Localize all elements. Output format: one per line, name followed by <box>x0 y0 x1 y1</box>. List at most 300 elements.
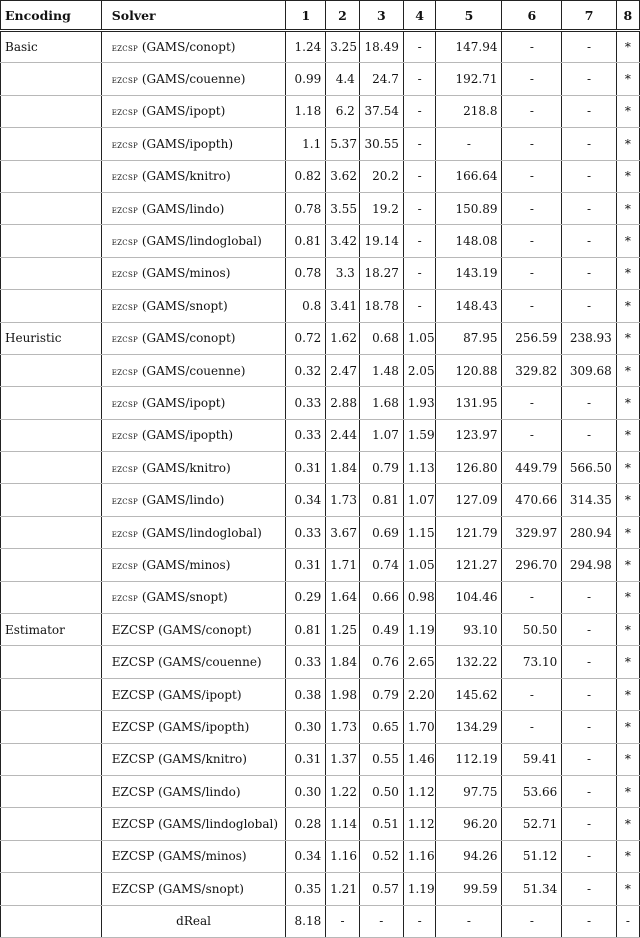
cell-value-1: 0.82 <box>286 160 326 192</box>
cell-value-8: * <box>616 614 639 646</box>
cell-value-2: 2.88 <box>326 387 360 419</box>
cell-value-2: 3.25 <box>326 31 360 63</box>
cell-value-6: 296.70 <box>502 549 562 581</box>
cell-solver <box>101 128 286 160</box>
cell-value-7: - <box>562 257 617 289</box>
cell-solver <box>101 31 286 63</box>
cell-value-1: 1.18 <box>286 95 326 127</box>
cell-value-5: 143.19 <box>436 257 502 289</box>
cell-value-5: 126.80 <box>436 452 502 484</box>
cell-value-2: 3.55 <box>326 192 360 224</box>
table-row <box>1 322 640 354</box>
cell-value-8: * <box>616 160 639 192</box>
cell-encoding <box>1 581 102 613</box>
cell-value-8: * <box>616 63 639 95</box>
cell-value-5: 192.71 <box>436 63 502 95</box>
cell-value-3: 0.69 <box>359 516 403 548</box>
solver-backend: (GAMS/knitro) <box>138 460 231 475</box>
table-row <box>1 581 640 613</box>
cell-value-4: 1.05 <box>403 549 436 581</box>
cell-value-4: - <box>403 128 436 160</box>
cell-value-1: 0.33 <box>286 419 326 451</box>
cell-encoding <box>1 387 102 419</box>
header-col-2: 2 <box>326 1 360 31</box>
header-encoding: Encoding <box>1 1 102 31</box>
cell-value-8: * <box>616 549 639 581</box>
cell-value-1: 0.78 <box>286 257 326 289</box>
cell-encoding <box>1 225 102 257</box>
cell-value-3: 0.50 <box>359 775 403 807</box>
cell-value-1: 0.31 <box>286 743 326 775</box>
cell-value-8: * <box>616 678 639 710</box>
cell-value-1: 0.30 <box>286 711 326 743</box>
cell-value-2: 3.62 <box>326 160 360 192</box>
cell-value-8: * <box>616 581 639 613</box>
solver-name: ezcsp <box>111 333 139 346</box>
cell-value-7: - <box>562 905 617 937</box>
cell-value-3: 0.52 <box>359 840 403 872</box>
cell-value-5: 127.09 <box>436 484 502 516</box>
cell-value-5: 121.27 <box>436 549 502 581</box>
cell-value-5: - <box>436 905 502 937</box>
cell-value-6: 52.71 <box>502 808 562 840</box>
cell-value-4: 1.70 <box>403 711 436 743</box>
cell-value-4: 1.16 <box>403 840 436 872</box>
cell-value-1: 0.81 <box>286 614 326 646</box>
cell-value-5: 132.22 <box>436 646 502 678</box>
cell-encoding <box>1 354 102 386</box>
cell-value-6: - <box>502 63 562 95</box>
cell-value-8: * <box>616 354 639 386</box>
cell-value-2: 1.22 <box>326 775 360 807</box>
table-row <box>1 387 640 419</box>
cell-value-6: - <box>502 160 562 192</box>
cell-value-4: 1.15 <box>403 516 436 548</box>
solver-name: EZCSP <box>111 719 155 734</box>
cell-value-6: - <box>502 678 562 710</box>
cell-value-2: 1.64 <box>326 581 360 613</box>
cell-value-7: - <box>562 225 617 257</box>
cell-solver <box>101 257 286 289</box>
solver-name: ezcsp <box>111 171 139 184</box>
solver-name: ezcsp <box>111 397 139 410</box>
cell-value-4: - <box>403 290 436 322</box>
table-row <box>1 808 640 840</box>
table-row <box>1 711 640 743</box>
header-col-1: 1 <box>286 1 326 31</box>
cell-value-8: * <box>616 646 639 678</box>
table-row <box>1 63 640 95</box>
cell-value-2: 5.37 <box>326 128 360 160</box>
cell-value-7: 566.50 <box>562 452 617 484</box>
solver-name: ezcsp <box>111 527 139 540</box>
solver-backend: (GAMS/ipopt) <box>138 395 226 410</box>
cell-value-5: 97.75 <box>436 775 502 807</box>
cell-encoding: Basic <box>1 31 102 63</box>
cell-value-1: 0.30 <box>286 775 326 807</box>
cell-encoding <box>1 257 102 289</box>
cell-encoding <box>1 290 102 322</box>
cell-value-2: 6.2 <box>326 95 360 127</box>
cell-value-8: * <box>616 775 639 807</box>
cell-value-4: - <box>403 63 436 95</box>
cell-encoding <box>1 516 102 548</box>
cell-value-8: * <box>616 192 639 224</box>
cell-value-2: 2.44 <box>326 419 360 451</box>
cell-value-8: * <box>616 711 639 743</box>
cell-value-3: 0.55 <box>359 743 403 775</box>
cell-encoding <box>1 128 102 160</box>
cell-value-5: 150.89 <box>436 192 502 224</box>
cell-value-1: 1.24 <box>286 31 326 63</box>
cell-value-3: 30.55 <box>359 128 403 160</box>
cell-value-5: 145.62 <box>436 678 502 710</box>
cell-value-2: 3.42 <box>326 225 360 257</box>
cell-value-4: 1.19 <box>403 614 436 646</box>
cell-solver <box>101 387 286 419</box>
solver-backend: (GAMS/ipopth) <box>138 136 234 151</box>
table-row <box>1 128 640 160</box>
cell-value-8: * <box>616 419 639 451</box>
table-row <box>1 419 640 451</box>
cell-value-1: 0.35 <box>286 873 326 905</box>
cell-value-7: - <box>562 63 617 95</box>
cell-value-7: - <box>562 31 617 63</box>
cell-value-6: - <box>502 31 562 63</box>
cell-value-3: 18.49 <box>359 31 403 63</box>
cell-solver <box>101 808 286 840</box>
solver-name: EZCSP <box>111 655 155 670</box>
cell-value-1: 0.99 <box>286 63 326 95</box>
solver-backend: (GAMS/conopt) <box>154 622 252 637</box>
solver-name: ezcsp <box>111 42 139 55</box>
cell-solver <box>101 905 286 937</box>
cell-value-6: 50.50 <box>502 614 562 646</box>
cell-value-7: - <box>562 160 617 192</box>
cell-value-4: 1.93 <box>403 387 436 419</box>
cell-value-3: 0.51 <box>359 808 403 840</box>
cell-value-3: 0.74 <box>359 549 403 581</box>
solver-backend: (GAMS/ipopt) <box>154 687 242 702</box>
cell-value-4: - <box>403 192 436 224</box>
cell-solver <box>101 484 286 516</box>
cell-value-4: - <box>403 95 436 127</box>
solver-name: ezcsp <box>111 106 139 119</box>
cell-value-3: 0.79 <box>359 452 403 484</box>
cell-value-1: 0.33 <box>286 646 326 678</box>
cell-value-6: - <box>502 711 562 743</box>
cell-value-8: * <box>616 387 639 419</box>
cell-solver <box>101 549 286 581</box>
cell-value-6: - <box>502 225 562 257</box>
header-col-8: 8 <box>616 1 639 31</box>
cell-encoding <box>1 549 102 581</box>
solver-name: EZCSP <box>111 687 155 702</box>
cell-value-6: - <box>502 257 562 289</box>
cell-solver <box>101 678 286 710</box>
solver-name: dReal <box>176 914 211 929</box>
cell-value-8: * <box>616 322 639 354</box>
solver-name: ezcsp <box>111 495 139 508</box>
cell-value-8: * <box>616 95 639 127</box>
cell-value-1: 0.33 <box>286 387 326 419</box>
cell-value-7: - <box>562 387 617 419</box>
solver-name: EZCSP <box>111 752 155 767</box>
solver-backend: (GAMS/lindo) <box>138 201 225 216</box>
cell-solver <box>101 581 286 613</box>
cell-value-6: 73.10 <box>502 646 562 678</box>
cell-encoding: Heuristic <box>1 322 102 354</box>
header-col-6: 6 <box>502 1 562 31</box>
cell-value-6: - <box>502 192 562 224</box>
cell-value-3: - <box>359 905 403 937</box>
cell-value-1: 0.81 <box>286 225 326 257</box>
cell-value-7: 314.35 <box>562 484 617 516</box>
cell-value-1: 1.1 <box>286 128 326 160</box>
cell-encoding <box>1 873 102 905</box>
cell-value-1: 0.32 <box>286 354 326 386</box>
cell-encoding: Estimator <box>1 614 102 646</box>
table-row <box>1 614 640 646</box>
solver-backend: (GAMS/lindoglobal) <box>154 817 279 832</box>
cell-value-3: 0.79 <box>359 678 403 710</box>
solver-name: ezcsp <box>111 365 139 378</box>
solver-name: ezcsp <box>111 430 139 443</box>
cell-value-4: - <box>403 31 436 63</box>
cell-value-3: 0.68 <box>359 322 403 354</box>
cell-value-3: 1.68 <box>359 387 403 419</box>
solver-backend: (GAMS/lindoglobal) <box>138 234 262 249</box>
solver-backend: (GAMS/couenne) <box>138 72 246 87</box>
solver-name: EZCSP <box>111 849 155 864</box>
cell-value-1: 0.38 <box>286 678 326 710</box>
cell-value-2: 1.73 <box>326 711 360 743</box>
cell-value-1: 0.29 <box>286 581 326 613</box>
cell-value-5: 112.19 <box>436 743 502 775</box>
cell-value-6: - <box>502 290 562 322</box>
table-row <box>1 290 640 322</box>
cell-value-7: 280.94 <box>562 516 617 548</box>
table-row <box>1 192 640 224</box>
solver-backend: (GAMS/minos) <box>138 266 231 281</box>
cell-value-3: 18.27 <box>359 257 403 289</box>
solver-backend: (GAMS/couenne) <box>154 655 262 670</box>
cell-value-7: - <box>562 743 617 775</box>
solver-backend: (GAMS/snopt) <box>154 881 244 896</box>
cell-value-6: - <box>502 128 562 160</box>
solver-backend: (GAMS/ipopth) <box>154 719 250 734</box>
cell-value-6: 329.82 <box>502 354 562 386</box>
cell-solver <box>101 840 286 872</box>
cell-value-1: 0.34 <box>286 484 326 516</box>
solver-backend: (GAMS/ipopth) <box>138 428 234 443</box>
cell-value-4: - <box>403 160 436 192</box>
cell-value-3: 0.81 <box>359 484 403 516</box>
cell-value-4: 1.59 <box>403 419 436 451</box>
header-col-5: 5 <box>436 1 502 31</box>
cell-encoding <box>1 743 102 775</box>
cell-value-4: 1.12 <box>403 808 436 840</box>
cell-value-2: 1.73 <box>326 484 360 516</box>
cell-value-2: - <box>326 905 360 937</box>
solver-name: ezcsp <box>111 74 139 87</box>
cell-solver <box>101 873 286 905</box>
cell-value-4: 1.05 <box>403 322 436 354</box>
table-row <box>1 646 640 678</box>
cell-value-7: - <box>562 95 617 127</box>
cell-value-8: - <box>616 905 639 937</box>
solver-name: ezcsp <box>111 138 139 151</box>
cell-value-5: 134.29 <box>436 711 502 743</box>
cell-value-2: 1.14 <box>326 808 360 840</box>
cell-value-3: 18.78 <box>359 290 403 322</box>
cell-value-5: 148.08 <box>436 225 502 257</box>
cell-solver <box>101 419 286 451</box>
solver-backend: (GAMS/couenne) <box>138 363 246 378</box>
cell-value-5: 104.46 <box>436 581 502 613</box>
cell-solver <box>101 290 286 322</box>
cell-value-4: 2.65 <box>403 646 436 678</box>
cell-value-7: - <box>562 808 617 840</box>
cell-value-3: 1.48 <box>359 354 403 386</box>
cell-value-3: 20.2 <box>359 160 403 192</box>
cell-value-1: 0.78 <box>286 192 326 224</box>
cell-solver <box>101 225 286 257</box>
header-col-4: 4 <box>403 1 436 31</box>
solver-name: ezcsp <box>111 592 139 605</box>
cell-value-8: * <box>616 225 639 257</box>
cell-value-7: 238.93 <box>562 322 617 354</box>
cell-value-8: * <box>616 808 639 840</box>
table-row <box>1 257 640 289</box>
cell-value-3: 0.66 <box>359 581 403 613</box>
header-row <box>1 1 640 31</box>
cell-value-8: * <box>616 743 639 775</box>
cell-solver <box>101 192 286 224</box>
solver-backend: (GAMS/lindo) <box>154 784 241 799</box>
cell-value-5: 120.88 <box>436 354 502 386</box>
cell-value-5: - <box>436 128 502 160</box>
cell-solver <box>101 516 286 548</box>
cell-value-4: - <box>403 905 436 937</box>
solver-backend: (GAMS/knitro) <box>154 752 247 767</box>
cell-value-2: 1.84 <box>326 452 360 484</box>
table-row <box>1 743 640 775</box>
cell-solver <box>101 452 286 484</box>
cell-encoding <box>1 452 102 484</box>
cell-encoding <box>1 646 102 678</box>
cell-value-3: 1.07 <box>359 419 403 451</box>
solver-backend: (GAMS/snopt) <box>138 298 228 313</box>
cell-value-8: * <box>616 516 639 548</box>
cell-value-6: 470.66 <box>502 484 562 516</box>
cell-value-6: 51.12 <box>502 840 562 872</box>
cell-solver <box>101 614 286 646</box>
solver-name: EZCSP <box>111 881 155 896</box>
cell-value-7: - <box>562 840 617 872</box>
cell-value-8: * <box>616 452 639 484</box>
cell-value-1: 0.31 <box>286 549 326 581</box>
table-row <box>1 95 640 127</box>
cell-value-6: - <box>502 419 562 451</box>
cell-solver <box>101 322 286 354</box>
cell-encoding <box>1 95 102 127</box>
cell-value-6: 449.79 <box>502 452 562 484</box>
cell-value-5: 99.59 <box>436 873 502 905</box>
cell-value-8: * <box>616 31 639 63</box>
table-row <box>1 775 640 807</box>
cell-encoding <box>1 775 102 807</box>
cell-value-8: * <box>616 873 639 905</box>
cell-value-8: * <box>616 484 639 516</box>
cell-value-6: - <box>502 905 562 937</box>
solver-name: EZCSP <box>111 622 155 637</box>
cell-value-4: 1.07 <box>403 484 436 516</box>
cell-value-5: 218.8 <box>436 95 502 127</box>
cell-value-6: 256.59 <box>502 322 562 354</box>
cell-encoding <box>1 808 102 840</box>
table-body <box>1 31 640 938</box>
cell-value-6: - <box>502 387 562 419</box>
cell-encoding <box>1 192 102 224</box>
cell-solver <box>101 646 286 678</box>
cell-encoding <box>1 63 102 95</box>
table-row <box>1 549 640 581</box>
solver-name: ezcsp <box>111 203 139 216</box>
cell-value-4: 2.05 <box>403 354 436 386</box>
solver-backend: (GAMS/minos) <box>154 849 247 864</box>
cell-value-8: * <box>616 128 639 160</box>
cell-value-3: 0.57 <box>359 873 403 905</box>
cell-value-4: 1.46 <box>403 743 436 775</box>
cell-value-1: 0.28 <box>286 808 326 840</box>
cell-value-8: * <box>616 257 639 289</box>
table-row <box>1 678 640 710</box>
cell-value-2: 1.98 <box>326 678 360 710</box>
table-row <box>1 840 640 872</box>
solver-name: ezcsp <box>111 268 139 281</box>
cell-solver <box>101 95 286 127</box>
cell-value-4: 0.98 <box>403 581 436 613</box>
cell-value-5: 93.10 <box>436 614 502 646</box>
cell-value-3: 19.14 <box>359 225 403 257</box>
solver-backend: (GAMS/conopt) <box>138 331 236 346</box>
cell-encoding <box>1 905 102 937</box>
cell-value-1: 0.8 <box>286 290 326 322</box>
cell-value-5: 147.94 <box>436 31 502 63</box>
cell-value-1: 0.33 <box>286 516 326 548</box>
cell-solver <box>101 743 286 775</box>
cell-value-7: - <box>562 581 617 613</box>
header-solver: Solver <box>101 1 286 31</box>
solver-backend: (GAMS/snopt) <box>138 590 228 605</box>
cell-value-2: 1.71 <box>326 549 360 581</box>
cell-encoding <box>1 484 102 516</box>
table-row <box>1 354 640 386</box>
table-row <box>1 873 640 905</box>
cell-value-2: 1.21 <box>326 873 360 905</box>
header-col-3: 3 <box>359 1 403 31</box>
table-row <box>1 452 640 484</box>
cell-value-5: 94.26 <box>436 840 502 872</box>
header-col-7: 7 <box>562 1 617 31</box>
cell-value-7: 309.68 <box>562 354 617 386</box>
cell-value-2: 3.3 <box>326 257 360 289</box>
cell-value-8: * <box>616 840 639 872</box>
cell-value-7: - <box>562 775 617 807</box>
cell-encoding <box>1 160 102 192</box>
cell-value-2: 2.47 <box>326 354 360 386</box>
